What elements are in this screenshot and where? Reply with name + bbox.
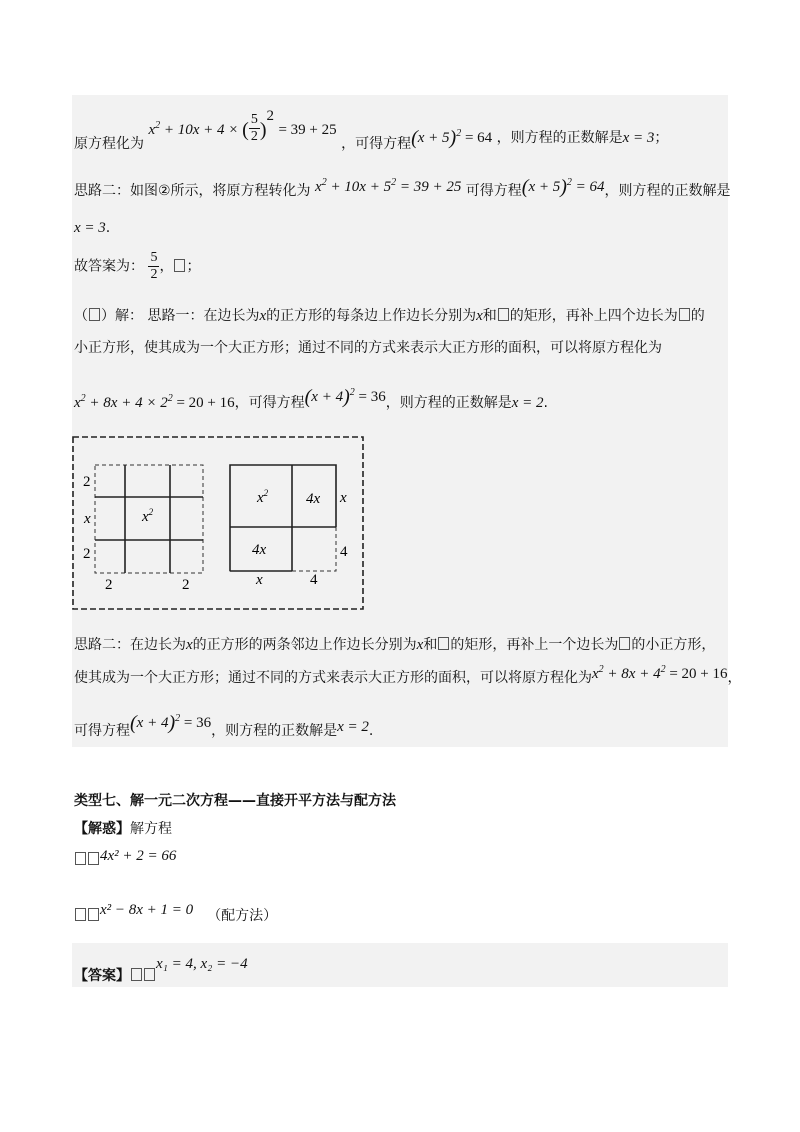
problem-a: 4x² + 2 = 66 [74, 848, 176, 868]
jiehuo-line: 【解惑】解方程 [74, 821, 172, 837]
right-4x-top: 4x [306, 491, 321, 507]
line-7: $x^2 + 8x + 4 \times 2^2 = 20 + 16$，可得方程$(x + 4)^2 = 36$，则方程的正数解是x = 2. [74, 386, 548, 411]
equation-3: $x^2 + 10x + 5^2 = 39 + 25$ [315, 177, 462, 195]
figure-dashed-border [73, 437, 363, 609]
problem-b: x² − 8x + 1 = 0 （配方法） [74, 902, 277, 925]
right-side-4: 4 [340, 544, 348, 560]
right-side-x: x [340, 490, 347, 506]
line-1: 原方程化为 $x^2 + 10x + 4$ × ( $\frac{5}{2}$ )$^2$ = 39 + 25 ，可得方程$(x + 5)^2 = 64$ ，则方程的正数解是x = 3； [74, 108, 669, 152]
missing-glyph-icon [88, 908, 99, 921]
equation-8: $(x + 4)^2$ [130, 712, 181, 734]
left-label-top: 2 [83, 474, 91, 490]
missing-glyph-icon [88, 852, 99, 865]
missing-glyph-icon [498, 308, 509, 321]
missing-glyph-icon [619, 637, 630, 650]
left-center-label: $x^2$ [142, 507, 154, 525]
equation-1: $x^2 + 10x + 4$ × [148, 120, 243, 138]
line-2: 思路二：如图②所示，将原方程转化为 $x^2 + 10x + 5^2 = 39 + 25$ 可得方程$(x + 5)^2 = 64$，则方程的正数解是 [74, 176, 731, 199]
fraction-5-2: $\frac{5}{2}$ [250, 112, 258, 144]
left-diagram [83, 465, 203, 593]
line-9: 使其成为一个大正方形；通过不同的方式来表示大正方形的面积，可以将原方程化为$x^2 + 8x + 4^2 = 20 + 16$， [74, 664, 742, 686]
missing-glyph-icon [438, 637, 449, 650]
right-x2-label: $x^2$ [257, 488, 269, 506]
missing-glyph-icon [75, 852, 86, 865]
missing-glyph-icon [131, 968, 142, 981]
answer-fraction: $\frac{5}{2}$ [150, 250, 158, 282]
left-label-bot: 2 [83, 546, 91, 562]
missing-glyph-icon [174, 259, 185, 272]
equation-6: $(x + 4)^2$ [304, 386, 355, 408]
line-3: x = 3. [74, 220, 111, 236]
line-5: （ ）解： 思路一：在边长为x的正方形的每条边上作边长分别为x和 的矩形，再补上四个边长为 的 [74, 308, 705, 324]
missing-glyph-icon [144, 968, 155, 981]
equation-4: $(x + 5)^2 = 64$ [521, 176, 605, 198]
line-8: 思路二：在边长为x的正方形的两条邻边上作边长分别为x和 的矩形，再补上一个边长为 的小正方形， [74, 637, 716, 653]
left-label-mid: x [84, 511, 91, 527]
section-heading: 类型七、解一元二次方程——直接开平方法与配方法 [74, 793, 396, 809]
answer-line: 【答案】x₁ = 4, x₂ = −4 [74, 956, 248, 984]
missing-glyph-icon [89, 308, 100, 321]
left-label-b1: 2 [105, 577, 113, 593]
right-diagram [230, 465, 348, 588]
left-label-b2: 2 [182, 577, 190, 593]
right-bot-x: x [256, 572, 263, 588]
right-bot-4: 4 [310, 572, 318, 588]
missing-glyph-icon [75, 908, 86, 921]
line-4: 故答案为： $\frac{5}{2}$ ， ； [74, 250, 201, 282]
area-model-figure [0, 434, 800, 614]
right-4x-bot: 4x [252, 542, 267, 558]
equation-2: $(x + 5)^2$ [411, 127, 462, 149]
equation-5: $x^2 + 8x + 4 \times 2^2$ [74, 393, 173, 411]
line-10: 可得方程$(x + 4)^2 = 36$，则方程的正数解是x = 2. [74, 712, 374, 739]
line-6: 小正方形，使其成为一个大正方形；通过不同的方式来表示大正方形的面积，可以将原方程化为 [74, 340, 662, 356]
equation-7: $x^2 + 8x + 4^2$ [592, 664, 666, 682]
missing-glyph-icon [679, 308, 690, 321]
